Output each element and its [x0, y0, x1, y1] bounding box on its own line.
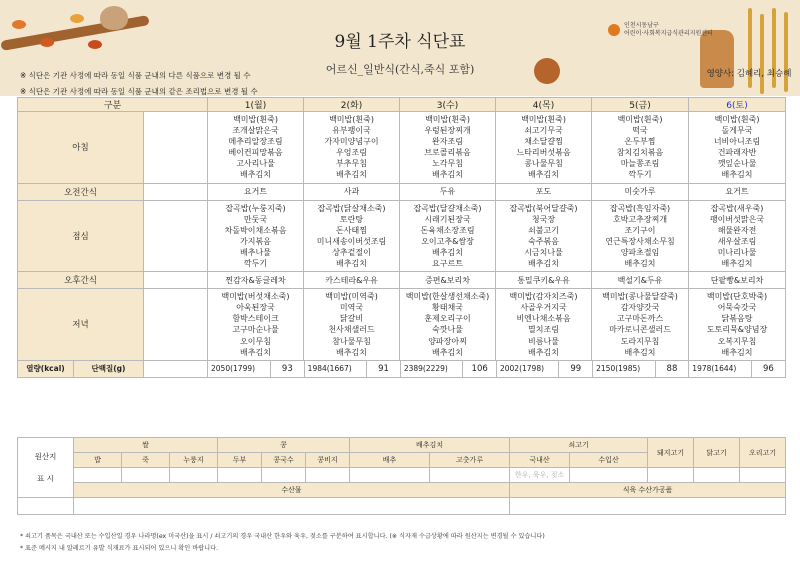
origin-beef: 쇠고기	[510, 438, 648, 453]
menu-item: 멸치조림	[528, 325, 559, 335]
menu-item: 베이컨피망볶음	[228, 148, 283, 158]
origin-duck: 오리고기	[740, 438, 786, 468]
menu-cell	[689, 289, 786, 361]
protein-value: 91	[367, 361, 401, 377]
menu-item: 배추김치	[336, 259, 367, 269]
origin-sub: 수입산	[570, 453, 648, 468]
nutrition-values	[208, 361, 785, 377]
snack-cell: 단팥빵&보리차	[689, 272, 786, 289]
day-header: 4(목)	[496, 98, 592, 112]
menu-item: 메추리알장조림	[228, 137, 283, 147]
menu-item: 배추김치	[240, 170, 271, 180]
breakfast-row	[18, 112, 786, 184]
menu-item: 완자조림	[432, 137, 463, 147]
menu-cell	[304, 200, 400, 272]
menu-item: 잡곡밥(누룽지죽)	[225, 203, 286, 213]
origin-sub: 국내산	[510, 453, 570, 468]
menu-item: 백미밥(흰죽)	[521, 115, 566, 124]
menu-item: 도라지무침	[620, 336, 660, 346]
row-label-lunch: 점심	[18, 200, 144, 272]
menu-item: 가지볶음	[240, 236, 271, 246]
am-snack-row	[18, 183, 786, 200]
menu-item: 배추김치	[432, 170, 463, 180]
logo-icon	[608, 24, 620, 36]
menu-item: 가자미양념구이	[324, 137, 379, 147]
menu-item: 돈사태찜	[336, 225, 367, 235]
menu-item: 조개살맑은국	[232, 126, 279, 136]
menu-item: 배추김치	[721, 170, 753, 180]
origin-sub: 누룽지	[170, 453, 218, 468]
menu-item: 잡곡밥(새우죽)	[710, 203, 764, 213]
menu-item: 차돌박이채소볶음	[224, 225, 287, 235]
menu-item: 시래기된장국	[424, 214, 471, 224]
energy-value: 2002(1798)	[496, 361, 559, 377]
row-label-dinner: 저녁	[18, 289, 144, 361]
snack-cell: 사과	[304, 183, 400, 200]
menu-item: 시금치나물	[524, 247, 563, 257]
menu-item: 고사리나물	[236, 159, 275, 169]
snack-cell: 포도	[496, 183, 592, 200]
menu-cell	[304, 289, 400, 361]
menu-item: 배추김치	[528, 259, 559, 269]
menu-item: 돈육채소장조림	[420, 225, 475, 235]
menu-item: 온두부찜	[624, 137, 656, 147]
menu-cell	[208, 289, 304, 361]
row-label-am-snack: 오전간식	[18, 183, 144, 200]
menu-item: 훈제오리구이	[424, 314, 471, 324]
day-header: 3(수)	[400, 98, 496, 112]
day-header-row	[18, 98, 786, 112]
origin-kimchi: 배추김치	[350, 438, 510, 453]
menu-item: 연근특장사채소무침	[605, 236, 675, 246]
menu-item: 배추김치	[721, 347, 753, 357]
menu-item: 백미밥(흰죽)	[233, 115, 278, 124]
menu-item: 배추나물	[240, 247, 271, 257]
menu-item: 비엔나채소볶음	[516, 314, 571, 324]
menu-item: 우엉조림	[336, 148, 367, 158]
energy-value: 2050(1799)	[208, 361, 271, 377]
menu-item: 고구마돈까스	[616, 314, 664, 324]
protein-label: 단백질(g)	[74, 360, 144, 377]
footnote-1: * 쇠고기 품목은 국내산 또는 수입산일 경우 나라명(ex 미국산)을 표시 / 쇠고기의 경우 국내산 한우와 육우, 젖소를 구분하여 표시합니다. (※ 식자재 수급상황에 따라 원산지는 변경될 수 있습니다)	[20, 533, 545, 540]
menu-item: 쇠불고기	[528, 225, 559, 235]
sparrow-illustration	[100, 6, 128, 30]
pm-snack-row	[18, 272, 786, 289]
snack-cell: 두유	[400, 183, 496, 200]
origin-sub: 두부	[218, 453, 262, 468]
org-line-1: 인천시동남구	[624, 22, 659, 29]
menu-item: 배추김치	[624, 347, 656, 357]
nutritionist-names: 영양사: 김혜리, 최승혜	[706, 69, 792, 79]
origin-pork: 돼지고기	[648, 438, 694, 468]
menu-cell	[400, 112, 496, 184]
menu-cell	[496, 200, 592, 272]
menu-item: 배추김치	[432, 347, 463, 357]
org-logo	[608, 22, 713, 38]
menu-item: 숙깟나물	[432, 325, 463, 335]
menu-item: 우렁된장찌개	[424, 126, 471, 136]
origin-table	[17, 437, 786, 515]
menu-item: 만둣국	[243, 214, 268, 224]
menu-item: 배추김치	[528, 170, 559, 180]
snack-cell: 미숫가루	[592, 183, 689, 200]
menu-item: 마늘쫑조림	[620, 159, 660, 169]
menu-item: 해물완자전	[717, 225, 757, 235]
menu-item: 유부팽이국	[332, 126, 371, 136]
energy-value: 2150(1985)	[593, 361, 656, 377]
menu-cell	[689, 112, 786, 184]
protein-value: 106	[463, 361, 497, 377]
menu-item: 고구마순나물	[232, 325, 279, 335]
menu-item: 미니새송이버섯조림	[316, 236, 387, 246]
origin-label: 원산지 표 시	[18, 438, 74, 498]
origin-seafood: 수산물	[74, 483, 510, 498]
menu-item: 함박스테이크	[232, 314, 279, 324]
protein-value: 96	[762, 363, 774, 374]
origin-rice: 쌀	[74, 438, 218, 453]
menu-cell	[592, 112, 689, 184]
leaf-icon	[12, 20, 26, 29]
menu-item: 청국장	[531, 214, 556, 224]
menu-item: 황태채국	[432, 303, 463, 313]
page-subtitle: 어르신_일반식(간식,죽식 포함)	[325, 63, 475, 76]
menu-item: 느타리버섯볶음	[516, 148, 571, 158]
origin-sub: 고춧가루	[430, 453, 510, 468]
menu-item: 백미밥(흰죽)	[425, 115, 470, 124]
snack-cell: 요거트	[208, 183, 304, 200]
menu-item: 사골우거지국	[520, 303, 567, 313]
menu-item: 백미밥(흰죽)	[329, 115, 374, 124]
menu-cell	[400, 289, 496, 361]
day-header: 1(월)	[208, 98, 304, 112]
origin-beans: 콩	[218, 438, 350, 453]
header-banner	[0, 0, 800, 96]
protein-value: 99	[559, 361, 593, 377]
squirrel-illustration	[534, 58, 560, 84]
row-label-pm-snack: 오후간식	[18, 272, 144, 289]
menu-item: 백미밥(콩나물달걀죽)	[602, 292, 678, 302]
menu-item: 너비아니조림	[713, 137, 761, 147]
menu-item: 참치김치볶음	[616, 148, 664, 158]
row-label-breakfast: 아침	[18, 112, 144, 184]
org-line-2: 어린이·사회복지급식관리지원센터	[624, 30, 713, 37]
menu-item: 아욱된장국	[236, 303, 275, 313]
snack-cell: 카스테라&우유	[304, 272, 400, 289]
menu-item: 오이무침	[240, 336, 271, 346]
menu-item: 잡곡밥(달걀채소죽)	[413, 203, 482, 213]
menu-item: 숙주볶음	[528, 236, 559, 246]
menu-item: 떡국	[632, 126, 648, 136]
footnote-2: * 표준 메시지 내 알레르기 유발 식재료가 표시되어 있으니 확인 바랍니다.	[20, 545, 219, 552]
leaf-icon	[88, 40, 102, 49]
energy-value: 1984(1667)	[304, 361, 367, 377]
menu-item: 요구르트	[432, 259, 463, 269]
menu-item: 닭갈비	[339, 314, 364, 324]
lunch-row	[18, 200, 786, 272]
menu-item: 깍두기	[628, 170, 652, 180]
wheat-icon	[760, 14, 764, 94]
menu-cell	[592, 289, 689, 361]
snack-cell: 찐감자&동글레차	[208, 272, 304, 289]
menu-item: 천사채샐러드	[328, 325, 375, 335]
day-header-saturday: 6(토)	[689, 98, 786, 112]
title-block	[275, 27, 525, 77]
menu-item: 백미밥(단호박죽)	[706, 292, 768, 302]
menu-item: 잡곡밥(북어달걀죽)	[509, 203, 578, 213]
notice-2: ※ 식단은 기관 사정에 따라 동일 식품 군내의 같은 조리법으로 변경 될 수	[20, 87, 258, 96]
menu-item: 채소달걀찜	[524, 137, 563, 147]
menu-table	[17, 97, 786, 378]
menu-item: 노각무침	[432, 159, 463, 169]
protein-value: 93	[271, 361, 305, 377]
menu-item: 배추김치	[336, 347, 367, 357]
menu-item: 백미밥(미역죽)	[325, 292, 378, 302]
menu-item: 잡곡밥(닭살채소죽)	[317, 203, 386, 213]
menu-item: 백미밥(한살생선채소죽)	[405, 292, 490, 302]
protein-value: 88	[655, 361, 689, 377]
menu-item: 닭볶음탕	[721, 314, 753, 324]
menu-item: 깍두기	[243, 259, 268, 269]
energy-value: 2389(2229)	[400, 361, 463, 377]
dinner-row	[18, 289, 786, 361]
snack-cell: 통밀쿠키&우유	[496, 272, 592, 289]
menu-cell	[496, 289, 592, 361]
menu-item: 백미밥(흰죽)	[714, 115, 760, 124]
energy-label: 열량(kcal)	[18, 360, 74, 377]
menu-item: 건파래자반	[717, 148, 757, 158]
corner-label: 구분	[18, 98, 208, 112]
menu-cell	[496, 112, 592, 184]
menu-cell	[400, 200, 496, 272]
menu-item: 배추김치	[336, 170, 367, 180]
menu-item: 콩나물무침	[524, 159, 563, 169]
snack-cell: 요거트	[689, 183, 786, 200]
menu-item: 브로콜리볶음	[424, 148, 471, 158]
menu-item: 미역국	[339, 303, 364, 313]
menu-item: 새우살조림	[717, 236, 757, 246]
leaf-icon	[70, 14, 84, 23]
menu-item: 쇠고기무국	[524, 126, 563, 136]
origin-sub: 콩비지	[306, 453, 350, 468]
origin-sub: 죽	[122, 453, 170, 468]
day-header: 5(금)	[592, 98, 689, 112]
leaf-icon	[40, 38, 54, 47]
menu-cell	[592, 200, 689, 272]
menu-item: 어묵숙갓국	[717, 303, 757, 313]
menu-item: 백미밥(흰죽)	[617, 115, 663, 124]
day-header: 2(화)	[304, 98, 400, 112]
origin-sub: 배추	[350, 453, 430, 468]
menu-item: 배추김치	[528, 347, 559, 357]
origin-seafood-processed: 식육 수산가공품	[510, 483, 786, 498]
menu-item: 양파장아찌	[428, 336, 467, 346]
menu-item: 참나물무침	[332, 336, 371, 346]
menu-cell	[689, 200, 786, 272]
snack-cell: 증편&보리차	[400, 272, 496, 289]
menu-item: 도토리묵&양념장	[706, 325, 768, 335]
menu-item: 상추겉절이	[332, 247, 371, 257]
menu-cell	[208, 200, 304, 272]
nutrition-row	[18, 360, 786, 377]
origin-sub: 밥	[74, 453, 122, 468]
energy-value: 1978(1644)	[689, 361, 752, 377]
menu-item: 비름나물	[528, 336, 559, 346]
menu-item: 배추김치	[624, 259, 656, 269]
menu-item: 배추김치	[721, 259, 753, 269]
menu-item: 오이고추&쌈장	[421, 236, 474, 246]
menu-item: 양파초절임	[620, 247, 660, 257]
menu-item: 조기구이	[624, 225, 656, 235]
origin-chicken: 닭고기	[694, 438, 740, 468]
menu-item: 오복지무침	[717, 336, 757, 346]
menu-item: 토란탕	[339, 214, 364, 224]
menu-item: 부추무침	[336, 159, 367, 169]
menu-item: 깻잎순나물	[717, 159, 757, 169]
menu-cell	[304, 112, 400, 184]
menu-item: 배추김치	[240, 347, 271, 357]
snack-cell: 백설기&두유	[592, 272, 689, 289]
menu-item: 백미밥(버섯채소죽)	[221, 292, 290, 302]
menu-item: 마카로니콘샐러드	[609, 325, 671, 335]
menu-item: 감자양갓국	[620, 303, 660, 313]
menu-item: 잡곡밥(흑임자죽)	[609, 203, 671, 213]
origin-sub: 콩국수	[262, 453, 306, 468]
menu-item: 백미밥(감자치즈죽)	[509, 292, 578, 302]
page-title: 9월 1주차 식단표	[334, 32, 466, 52]
menu-item: 호박고추장찌개	[612, 214, 668, 224]
beef-grade-hint: 한우, 육우, 젖소	[510, 468, 570, 483]
menu-item: 돌게무국	[721, 126, 753, 136]
menu-item: 미나리나물	[717, 247, 757, 257]
menu-cell	[208, 112, 304, 184]
menu-item: 팽이버섯맑은국	[709, 214, 765, 224]
menu-item: 배추김치	[432, 247, 463, 257]
notice-1: ※ 식단은 기관 사정에 따라 동일 식품 군내의 다른 식품으로 변경 될 수	[20, 71, 251, 80]
